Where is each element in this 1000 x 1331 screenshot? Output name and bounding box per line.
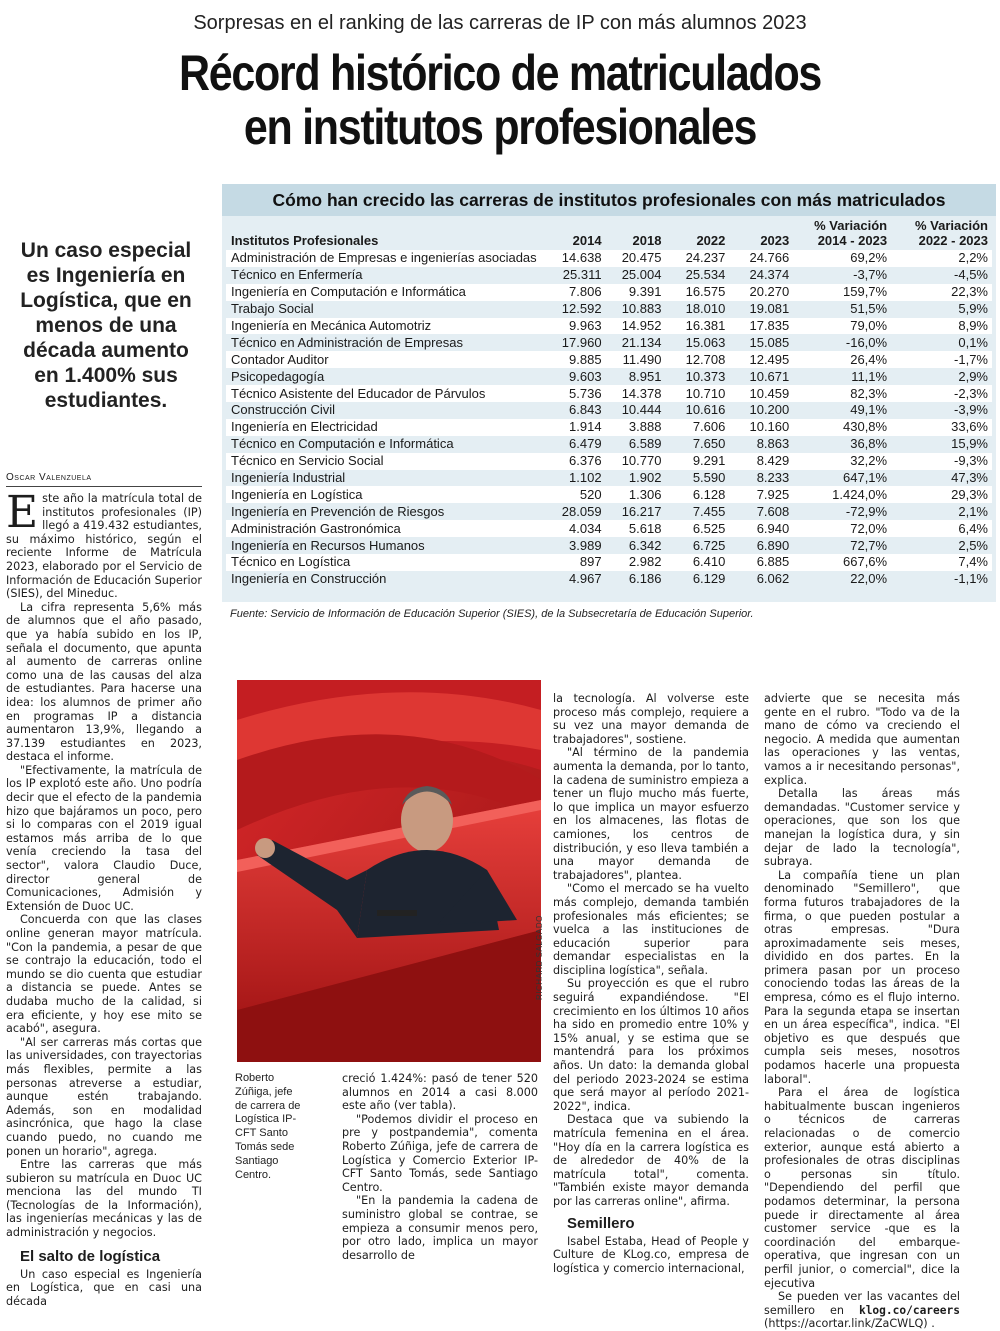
value-cell: 7.455: [692, 503, 726, 519]
header-var-2022-2023: % Variación 2022 - 2023: [915, 218, 988, 248]
value-cell: 430,8%: [843, 419, 888, 435]
table-source: Fuente: Servicio de Información de Educación Superior (SIES), de la Subsecretaría de Educación Superior.: [230, 608, 754, 620]
value-cell: 4.034: [569, 520, 602, 536]
value-cell: 3.989: [569, 537, 602, 553]
career-name-cell: Técnico en Enfermería: [231, 267, 363, 283]
career-name-cell: Ingeniería en Prevención de Riesgos: [231, 503, 445, 519]
value-cell: 8.429: [756, 453, 790, 469]
table-row: [226, 250, 992, 267]
value-cell: 1.902: [628, 470, 662, 486]
article-column-4: [764, 692, 960, 1331]
header-2018: 2018: [632, 233, 662, 248]
value-cell: 3.888: [628, 419, 662, 435]
paragraph: Concuerda con que las clases online generan mayor matrícula. "Con la pandemia, a pesar de que se contrajo la educación, todo el mundo se dio cuenta que estudiar a distancia se puede. Antes se dudaba mucho de la calidad, si era eficiente, y hoy ese mito se acabó", asegura.: [6, 913, 202, 1036]
career-name-cell: Administración Gastronómica: [231, 520, 401, 536]
value-cell: -3,7%: [853, 267, 888, 283]
value-cell: 10.770: [621, 453, 662, 469]
career-name-cell: Ingeniería en Logística: [231, 486, 363, 502]
career-name-cell: Administración de Empresas e ingenierías asociadas: [231, 250, 537, 266]
table-header-row: [226, 216, 992, 250]
value-cell: 6.410: [692, 554, 726, 570]
value-cell: 8.863: [756, 436, 790, 452]
header-var-2014-2023: % Variación 2014 - 2023: [814, 218, 888, 248]
article-column-3: [553, 692, 749, 1275]
value-cell: 12.592: [561, 301, 602, 317]
value-cell: 24.374: [749, 267, 790, 283]
paragraph: La compañía tiene un plan denominado "Semillero", que forma futuros trabajadores de la firma, o que pueden postular a otras empresas. "Dura aproximadamente seis meses, dividido en dos partes. En la primera pasan por un proceso conociendo todas las áreas de la empresa, cómo es el flujo interno. Para la segunda etapa se insertan en un área específica", indica. "El objetivo es que después que cumpla seis meses, nosotros podamos hacerle una propuesta laboral".: [764, 868, 960, 1086]
value-cell: 14.952: [621, 318, 662, 333]
photo-credit: RICHARD SALGADO: [535, 915, 544, 1000]
value-cell: 8.233: [756, 470, 790, 486]
value-cell: 0,1%: [958, 334, 988, 350]
value-cell: 2,5%: [958, 537, 988, 553]
value-cell: 1.914: [569, 419, 602, 435]
value-cell: 19.081: [749, 301, 790, 317]
value-cell: 36,8%: [850, 436, 888, 452]
career-name-cell: Técnico Asistente del Educador de Párvulos: [231, 385, 486, 401]
value-cell: -16,0%: [845, 334, 888, 350]
paragraph: Este año la matrícula total de institutos profesionales (IP) llegó a 419.432 estudiantes, su máximo histórico, según el reciente Informe de Matrícula 2023, elaborado por el Servicio de Información de Educación Superior (SIES), del Mineduc.: [6, 487, 202, 601]
career-name-cell: Técnico en Servicio Social: [231, 453, 384, 469]
table-row: [226, 554, 992, 571]
value-cell: 22,0%: [850, 571, 888, 587]
photo-illustration: [237, 680, 541, 1062]
header-2022: 2022: [696, 233, 726, 248]
value-cell: 7.925: [756, 486, 790, 502]
value-cell: 897: [579, 554, 602, 570]
value-cell: 25.004: [621, 267, 662, 283]
value-cell: 8,9%: [958, 318, 988, 333]
table-row: [226, 470, 992, 487]
value-cell: 2,9%: [958, 368, 988, 384]
value-cell: 14.378: [621, 385, 662, 401]
career-name-cell: Psicopedagogía: [231, 368, 325, 384]
paragraph: Su proyección es que el rubro seguirá expandiéndose. "El crecimiento en los últimos 10 años ha sido en promedio entre 10% y 15% anual, y se estima que se mantendrá para los próximos años. Un dato: la demanda global del periodo 2023-2024 se estima que será mayor al período 2021-2022", indica.: [553, 977, 749, 1113]
value-cell: 6.525: [692, 520, 726, 536]
value-cell: 12.495: [749, 351, 790, 367]
paragraph: creció 1.424%: pasó de tener 520 alumnos en 2014 a casi 8.000 este año (ver tabla).: [342, 1072, 538, 1113]
value-cell: 82,3%: [850, 385, 888, 401]
paragraph: la tecnología. Al volverse este proceso más complejo, requiere a su vez una mayor demanda de trabajadores", sostiene.: [553, 692, 749, 746]
value-cell: 2.982: [628, 554, 662, 570]
career-name-cell: Técnico en Logística: [231, 554, 351, 570]
value-cell: 5.590: [692, 470, 726, 486]
value-cell: -3,9%: [954, 402, 988, 418]
paragraph: "Efectivamente, la matrícula de los IP explotó este año. Uno podría decir que el efecto de la pandemia hizo que bajáramos un poco, pero si lo comparas con el 2019 igual estamos más arriba de lo que venía creciendo la tasa del sector", valora Claudio Duce, director general de Comunicaciones, Admisión y Extensión de Duoc UC.: [6, 763, 202, 913]
value-cell: 9.291: [692, 453, 726, 469]
paragraph: Entre las carreras que más subieron su matrícula en Duoc UC menciona las del mundo TI (Tecnologías de la Información), las ingenierías mecánicas y las de administración y negocios.: [6, 1158, 202, 1240]
value-cell: 7,4%: [958, 554, 988, 570]
value-cell: 15.085: [749, 334, 790, 350]
table-row: [226, 284, 992, 301]
table-row: [226, 334, 992, 351]
value-cell: 5.618: [628, 520, 662, 536]
value-cell: 72,0%: [850, 520, 888, 536]
value-cell: 10.373: [685, 368, 726, 384]
value-cell: 15,9%: [951, 436, 988, 452]
value-cell: 10.200: [749, 402, 790, 418]
value-cell: 24.237: [685, 250, 726, 266]
value-cell: -1,7%: [954, 351, 988, 367]
pull-quote: Un caso especial es Ingeniería en Logística, que en menos de una década aumento en 1.400% sus estudiantes.: [20, 239, 192, 412]
table-title: Cómo han crecido las carreras de institutos profesionales con más matriculados: [222, 184, 996, 216]
header-2023: 2023: [760, 233, 790, 248]
value-cell: 16.217: [621, 503, 662, 519]
career-name-cell: Ingeniería en Construcción: [231, 571, 387, 587]
table-row: [226, 301, 992, 318]
paragraph: advierte que se necesita más gente en el rubro. "Todo va de la mano de cómo va creciendo el negocio. A medida que aumentan las operaciones y las ventas, vamos a ir necesitando personas", explica.: [764, 692, 960, 787]
paragraph: Isabel Estaba, Head of People y Culture de KLog.co, empresa de logística y comercio internacional,: [553, 1234, 749, 1275]
value-cell: 5.736: [569, 385, 602, 401]
career-name-cell: Contador Auditor: [231, 351, 329, 367]
value-cell: 10.883: [621, 301, 662, 317]
kicker: Sorpresas en el ranking de las carreras de IP con más alumnos 2023: [193, 12, 807, 34]
paragraph: "Como el mercado se ha vuelto más complejo, demanda también profesionales más eficientes; se vuelca a las instituciones de educación superior para demandar especialistas en la disciplina logística", señala.: [553, 882, 749, 977]
career-name-cell: Ingeniería en Electricidad: [231, 419, 378, 435]
table-row: [226, 486, 992, 503]
value-cell: 2,1%: [958, 503, 988, 519]
paragraph: "Al ser carreras más cortas que las universidades, con trayectorias más flexibles, permite a las personas atreverse a estudiar, aunque estén trabajando. Además, son en modalidad asincrónica, que hago la clase cuando puedo, no cuando me ponen un horario", agrega.: [6, 1035, 202, 1158]
table-row: [226, 436, 992, 453]
careers-link[interactable]: klog.co/careers: [858, 1303, 960, 1317]
value-cell: 47,3%: [951, 470, 988, 486]
value-cell: 26,4%: [850, 351, 888, 367]
value-cell: 2,2%: [958, 250, 988, 266]
value-cell: 10.444: [621, 402, 662, 418]
value-cell: 1.424,0%: [832, 486, 888, 502]
value-cell: 9.885: [569, 351, 602, 367]
value-cell: 28.059: [561, 503, 602, 519]
value-cell: 16.575: [685, 284, 726, 300]
paragraph: Para el área de logística habitualmente buscan ingenieros o técnicos de carreras relacionadas o de comercio exterior, aunque está abierto a profesionales de otras disciplinas o personas sin título. "Dependiendo del perfil que podamos determinar, la persona puede ir directamente al área customer service -que es la coordinación del embarque- operativa, que ingresan con un perfil junior, o comercial", dice la ejecutiva: [764, 1086, 960, 1290]
value-cell: 7.608: [756, 503, 790, 519]
table-row: [226, 368, 992, 385]
value-cell: 20.475: [621, 250, 662, 266]
value-cell: 15.063: [685, 334, 726, 350]
value-cell: 10.616: [685, 402, 726, 418]
headline: [70, 46, 930, 154]
value-cell: 25.534: [685, 267, 726, 283]
value-cell: 25.311: [562, 267, 602, 283]
career-name-cell: Trabajo Social: [231, 301, 314, 317]
value-cell: 21.134: [621, 334, 662, 350]
value-cell: 4.967: [569, 571, 602, 587]
value-cell: 17.835: [749, 318, 790, 333]
value-cell: 14.638: [561, 250, 602, 266]
value-cell: -2,3%: [954, 385, 988, 401]
value-cell: 6.890: [756, 537, 790, 553]
value-cell: 6.186: [628, 571, 662, 587]
value-cell: 667,6%: [843, 554, 888, 570]
header-institutos: Institutos Profesionales: [231, 233, 379, 248]
value-cell: 6.062: [756, 571, 790, 587]
value-cell: -9,3%: [954, 453, 988, 469]
value-cell: 11.490: [622, 351, 662, 367]
paragraph: "Podemos dividir el proceso en pre y postpandemia", comenta Roberto Zúñiga, jefe de carrera de Logística y Comercio Exterior IP-CFT Santo Tomás, sede Santiago Centro.: [342, 1112, 538, 1194]
value-cell: 10.710: [685, 385, 726, 401]
value-cell: 7.806: [569, 284, 602, 300]
value-cell: 69,2%: [850, 250, 888, 266]
value-cell: 9.963: [569, 318, 602, 333]
value-cell: 6,4%: [958, 520, 988, 536]
value-cell: 647,1%: [843, 470, 888, 486]
paragraph: La cifra representa 5,6% más de alumnos que el año pasado, que ya había subido en los IP, señala el documento, que apunta al aumento de carreras online como una de las causas del alza de estudiantes. Para hacerse una idea: los alumnos de primer año en programas IP a distancia aumentaron 13,9%, llegando a 37.139 estudiantes en 2023, destaca el informe.: [6, 600, 202, 764]
photo-roberto-zuniga: [237, 680, 541, 1062]
table-row: [226, 351, 992, 368]
headline-line-2: en institutos profesionales: [243, 99, 757, 155]
paragraph: "Al término de la pandemia aumenta la demanda, por lo tanto, la cadena de suministro empieza a tener un flujo mucho más fuerte, lo que implica un mayor esfuerzo en los almacenes, las flotas de camiones, los centros de distribución, y eso lleva también a una mayor demanda de trabajadores", plantea.: [553, 746, 749, 882]
value-cell: 6.843: [569, 402, 602, 418]
value-cell: 6.129: [692, 571, 726, 587]
value-cell: 1.102: [569, 470, 602, 486]
value-cell: 33,6%: [951, 419, 988, 435]
value-cell: 6.885: [756, 554, 790, 570]
value-cell: 1.306: [628, 486, 662, 502]
section-subhead: El salto de logística: [20, 1247, 161, 1265]
value-cell: 17.960: [561, 334, 602, 350]
career-name-cell: Ingeniería en Mecánica Automotriz: [231, 318, 432, 333]
value-cell: 51,5%: [850, 301, 888, 317]
career-name-cell: Construcción Civil: [231, 402, 336, 418]
value-cell: 520: [579, 486, 602, 502]
value-cell: 159,7%: [843, 284, 888, 300]
value-cell: 11,1%: [851, 368, 888, 384]
paragraph: "En la pandemia la cadena de suministro global se contrae, se empieza a consumir menos pero, por otro lado, implica un mayor desarrollo de: [342, 1194, 538, 1262]
byline: Oscar Valenzuela: [6, 472, 202, 487]
value-cell: 79,0%: [850, 318, 888, 333]
value-cell: 24.766: [749, 250, 790, 266]
value-cell: 6.940: [756, 520, 790, 536]
table-row: [226, 571, 992, 588]
enrollment-table: [226, 216, 992, 588]
headline-line-1: Récord histórico de matriculados: [178, 45, 822, 101]
value-cell: 18.010: [685, 301, 726, 317]
paragraph: Se pueden ver las vacantes del semillero en klog.co/careers (https://acortar.link/ZaCWLQ) .: [764, 1290, 960, 1331]
career-name-cell: Ingeniería en Computación e Informática: [231, 284, 466, 300]
value-cell: 6.725: [692, 537, 726, 553]
value-cell: 7.606: [692, 419, 726, 435]
career-name-cell: Técnico en Computación e Informática: [231, 436, 454, 452]
value-cell: 8.951: [628, 368, 662, 384]
value-cell: 49,1%: [850, 402, 888, 418]
table-row: [226, 537, 992, 554]
header-2014: 2014: [572, 233, 602, 248]
photo-caption: Roberto Zúñiga, jefe de carrera de Logística IP-CFT Santo Tomás sede Santiago Centro.: [235, 1072, 301, 1181]
value-cell: -72,9%: [845, 503, 888, 519]
value-cell: 5,9%: [958, 301, 988, 317]
table-row: [226, 385, 992, 402]
value-cell: 6.479: [569, 436, 602, 452]
value-cell: 20.270: [749, 284, 790, 300]
value-cell: 29,3%: [951, 486, 988, 502]
value-cell: 22,3%: [951, 284, 988, 300]
value-cell: 6.589: [628, 436, 662, 452]
paragraph: Destaca que va subiendo la matrícula femenina en el área. "Hoy día en la carrera logística es de alrededor de 40% de la matrícula total", comenta. "También existe mayor demanda por las carreras online", afirma.: [553, 1113, 749, 1208]
table-row: [226, 453, 992, 470]
value-cell: 10.459: [749, 385, 790, 401]
value-cell: 32,2%: [850, 453, 888, 469]
table-row: [226, 419, 992, 436]
paragraph: Un caso especial es Ingeniería en Logística, que en casi una década: [6, 1267, 202, 1308]
career-name-cell: Ingeniería en Recursos Humanos: [231, 537, 425, 553]
section-subhead: Semillero: [567, 1214, 635, 1232]
article-column-2: [342, 1072, 538, 1262]
career-name-cell: Técnico en Administración de Empresas: [231, 334, 463, 350]
value-cell: 6.128: [692, 486, 726, 502]
paragraph: Detalla las áreas más demandadas. "Customer service y operaciones, que son los que manejan la logística dura, y sin dejar de lado la tecnología", subraya.: [764, 787, 960, 869]
article-column-1: [6, 487, 202, 1308]
career-name-cell: Ingeniería Industrial: [231, 470, 346, 486]
table-row: [226, 402, 992, 419]
value-cell: 6.342: [628, 537, 662, 553]
value-cell: -4,5%: [954, 267, 988, 283]
table-row: [226, 503, 992, 520]
value-cell: 6.376: [569, 453, 602, 469]
data-table-panel: [222, 184, 996, 602]
table-row: [226, 318, 992, 335]
table-row: [226, 520, 992, 537]
value-cell: 16.381: [685, 318, 726, 333]
value-cell: 12.708: [685, 351, 726, 367]
value-cell: 7.650: [692, 436, 726, 452]
value-cell: -1,1%: [954, 571, 988, 587]
table-body: [226, 250, 992, 588]
table-row: [226, 267, 992, 284]
value-cell: 10.671: [749, 368, 790, 384]
value-cell: 72,7%: [850, 537, 888, 553]
value-cell: 9.603: [569, 368, 602, 384]
drop-cap: E: [6, 487, 39, 538]
value-cell: 9.391: [628, 284, 662, 300]
value-cell: 10.160: [749, 419, 790, 435]
